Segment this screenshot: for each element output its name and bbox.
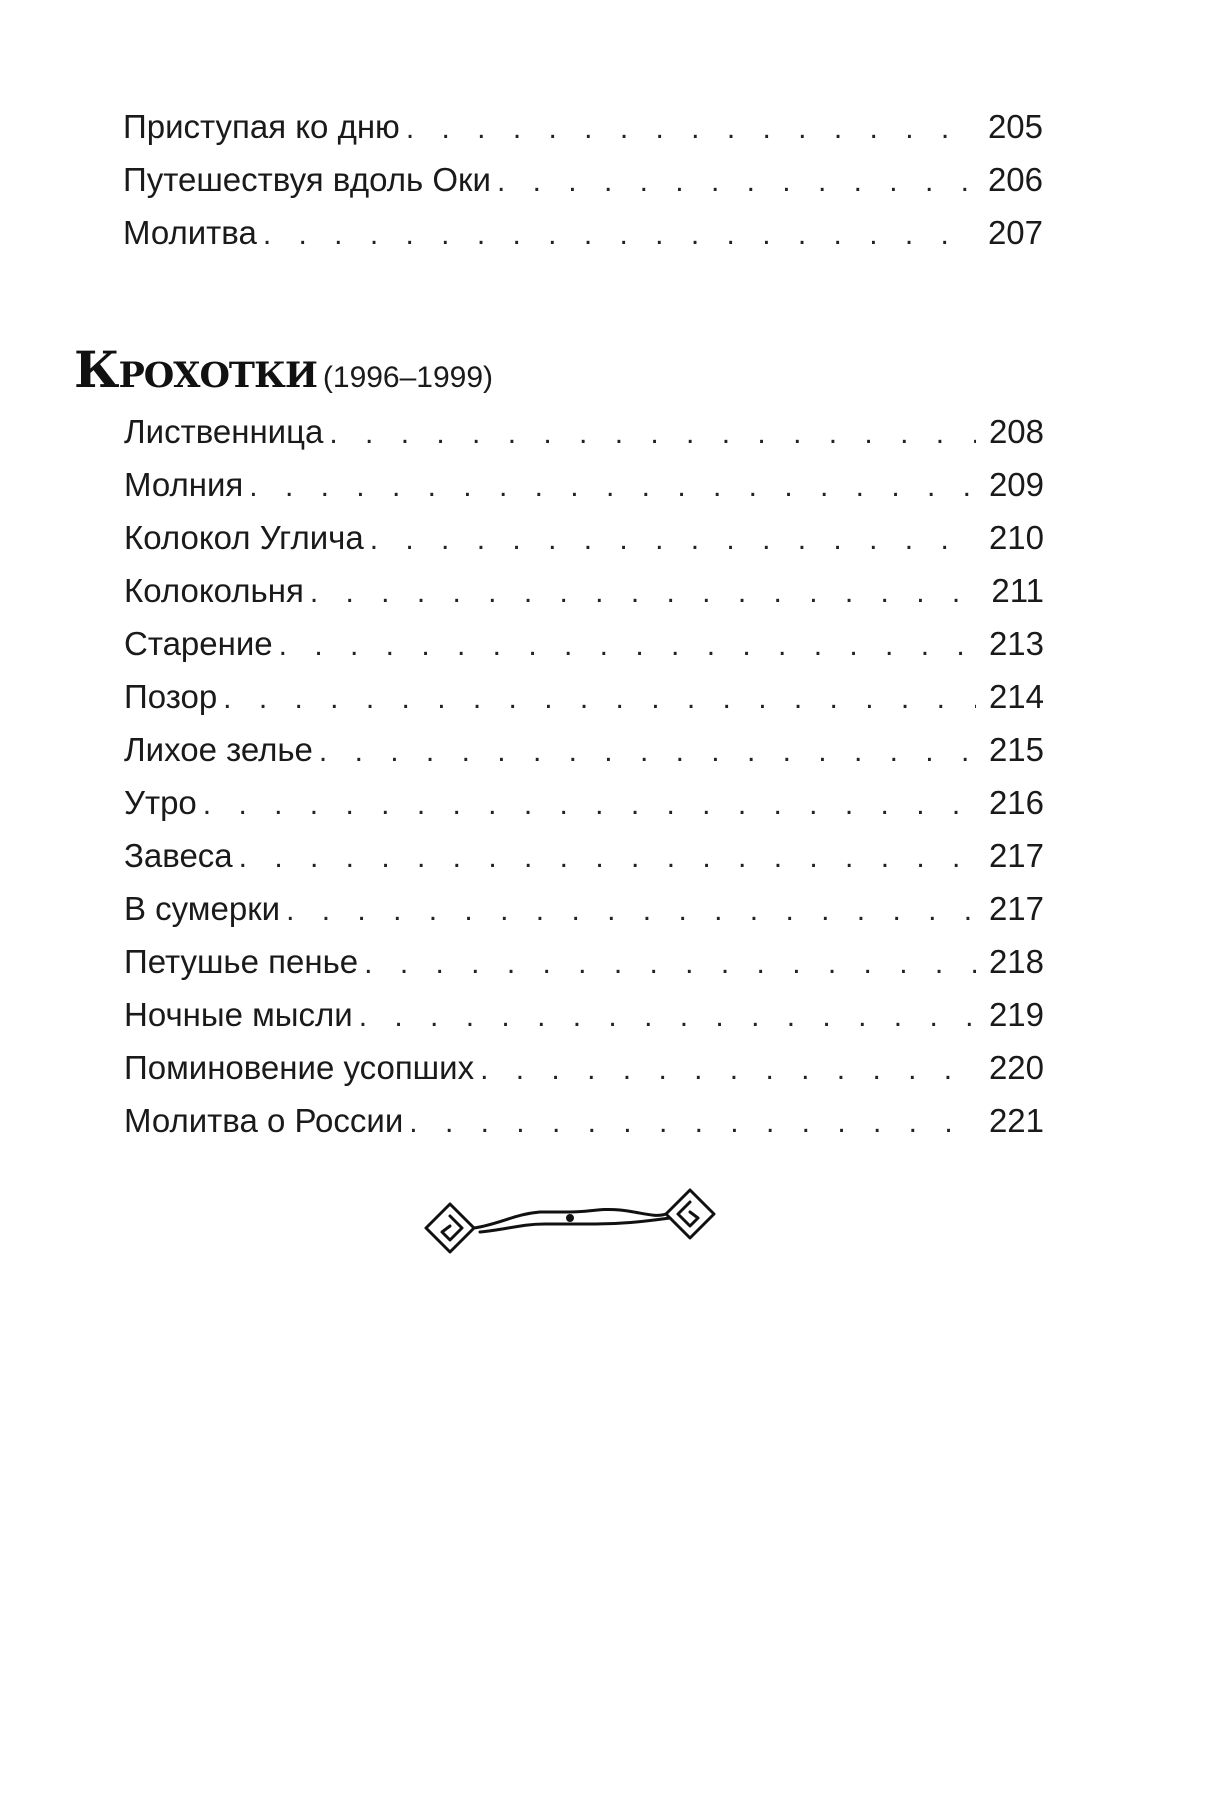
- toc-entry-page: 217: [988, 837, 1044, 874]
- section-heading: [74, 340, 493, 399]
- toc-entry-title: Поминовение усопших: [124, 1049, 475, 1086]
- toc-leader-dots: [359, 990, 976, 1043]
- toc-entry-title: Старение: [124, 625, 273, 662]
- toc-entry-page: 217: [988, 890, 1044, 927]
- toc-leader-dots: [370, 513, 976, 566]
- toc-entry-title: Ночные мысли: [124, 996, 353, 1033]
- toc-entry-title: Позор: [124, 678, 218, 715]
- toc-entry-title: Колокол Углича: [124, 519, 364, 556]
- toc-entry-title: Молитва о России: [124, 1102, 404, 1139]
- toc-entry-page: 209: [988, 466, 1044, 503]
- toc-entry-title: В сумерки: [124, 890, 281, 927]
- toc-entry-title: Приступая ко дню: [123, 108, 400, 145]
- toc-entry-page: 218: [988, 943, 1044, 980]
- toc-leader-dots: [364, 937, 976, 990]
- toc-entry-page: 214: [988, 678, 1044, 715]
- toc-leader-dots: [223, 672, 976, 725]
- toc-leader-dots: [480, 1043, 976, 1096]
- toc-entry-page: 221: [988, 1102, 1044, 1139]
- toc-entry-page: 215: [988, 731, 1044, 768]
- toc-entry-page: 216: [988, 784, 1044, 821]
- toc-entry-title: Петушье пенье: [124, 943, 359, 980]
- toc-entry: [124, 564, 1044, 617]
- toc-leader-dots: [203, 778, 976, 831]
- toc-entry: [124, 935, 1044, 988]
- toc-list-before: [123, 100, 1043, 259]
- toc-entry-page: 205: [987, 108, 1043, 145]
- toc-entry-page: 210: [988, 519, 1044, 556]
- toc-entry: [124, 1041, 1044, 1094]
- toc-entry-page: 213: [988, 625, 1044, 662]
- section-title: Крохотки: [74, 340, 317, 399]
- toc-entry: [124, 405, 1044, 458]
- toc-entry: [124, 458, 1044, 511]
- toc-entry-title: Утро: [124, 784, 197, 821]
- toc-entry-page: 220: [988, 1049, 1044, 1086]
- toc-entry: [123, 100, 1043, 153]
- toc-entry: [124, 1094, 1044, 1147]
- toc-entry: [123, 206, 1043, 259]
- toc-entry: [124, 776, 1044, 829]
- toc-entry-title: Лиственница: [124, 413, 324, 450]
- toc-list-section: [124, 405, 1044, 1147]
- toc-entry-title: Лихое зелье: [124, 731, 313, 768]
- toc-leader-dots: [329, 407, 976, 460]
- toc-entry-page: 219: [988, 996, 1044, 1033]
- toc-leader-dots: [239, 831, 976, 884]
- toc-entry-page: 208: [988, 413, 1044, 450]
- section-years: (1996–1999): [322, 361, 494, 394]
- toc-leader-dots: [279, 619, 976, 672]
- toc-entry-title: Молния: [124, 466, 244, 503]
- toc-leader-dots: [409, 1096, 976, 1149]
- toc-leader-dots: [319, 725, 976, 778]
- toc-entry-title: Завеса: [124, 837, 233, 874]
- toc-entry: [124, 882, 1044, 935]
- scroll-ornament-icon: [420, 1188, 720, 1268]
- toc-leader-dots: [497, 155, 975, 208]
- toc-entry: [124, 617, 1044, 670]
- toc-entry-page: 207: [987, 214, 1043, 251]
- toc-entry-title: Путешествуя вдоль Оки: [123, 161, 491, 198]
- toc-entry: [124, 988, 1044, 1041]
- toc-entry: [124, 829, 1044, 882]
- toc-entry-page: 211: [991, 572, 1044, 609]
- toc-leader-dots: [310, 566, 976, 619]
- toc-entry-title: Колокольня: [124, 572, 304, 609]
- toc-entry-page: 206: [987, 161, 1043, 198]
- toc-entry: [124, 723, 1044, 776]
- toc-leader-dots: [406, 102, 975, 155]
- toc-entry: [124, 511, 1044, 564]
- toc-leader-dots: [249, 460, 976, 513]
- toc-leader-dots: [263, 208, 975, 261]
- toc-leader-dots: [286, 884, 976, 937]
- toc-entry-title: Молитва: [123, 214, 257, 251]
- toc-entry: [124, 670, 1044, 723]
- toc-entry: [123, 153, 1043, 206]
